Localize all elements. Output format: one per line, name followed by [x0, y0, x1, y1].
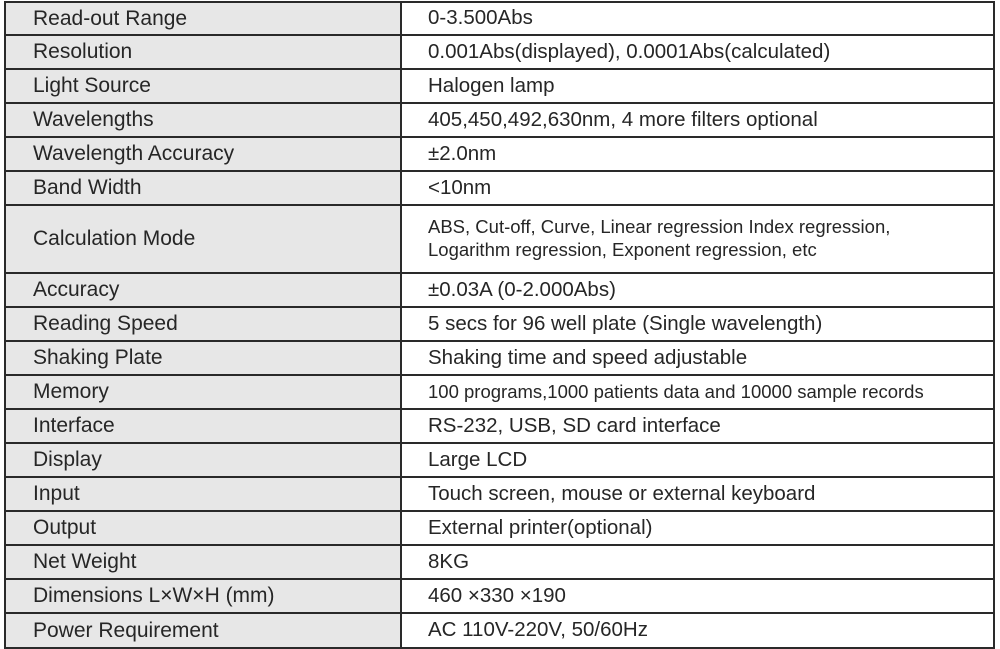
spec-value: ±2.0nm [401, 137, 994, 171]
spec-value: Halogen lamp [401, 69, 994, 103]
table-row [5, 171, 994, 205]
spec-value: Large LCD [401, 443, 994, 477]
table-row [5, 579, 994, 613]
table-row [5, 273, 994, 307]
table-row [5, 409, 994, 443]
spec-value: 0-3.500Abs [401, 2, 994, 35]
spec-value: ±0.03A (0-2.000Abs) [401, 273, 994, 307]
spec-value: 0.001Abs(displayed), 0.0001Abs(calculated) [401, 35, 994, 69]
table-row [5, 443, 994, 477]
spec-value: 100 programs,1000 patients data and 10000 sample records [401, 375, 994, 409]
spec-value: External printer(optional) [401, 511, 994, 545]
spec-label: Input [5, 477, 401, 511]
spec-value-line: Logarithm regression, Exponent regression, etc [428, 239, 817, 260]
specifications-table [4, 1, 995, 649]
spec-label: Net Weight [5, 545, 401, 579]
spec-label: Power Requirement [5, 613, 401, 648]
spec-value: 460 ×330 ×190 [401, 579, 994, 613]
spec-value: 5 secs for 96 well plate (Single wavelength) [401, 307, 994, 341]
spec-value: Touch screen, mouse or external keyboard [401, 477, 994, 511]
spec-value: 8KG [401, 545, 994, 579]
spec-value: <10nm [401, 171, 994, 205]
spec-value: 405,450,492,630nm, 4 more filters optional [401, 103, 994, 137]
spec-label: Accuracy [5, 273, 401, 307]
table-row [5, 375, 994, 409]
table-row [5, 545, 994, 579]
spec-label: Memory [5, 375, 401, 409]
spec-label: Read-out Range [5, 2, 401, 35]
table-row [5, 307, 994, 341]
table-row [5, 103, 994, 137]
spec-label: Output [5, 511, 401, 545]
spec-label: Band Width [5, 171, 401, 205]
table-row [5, 69, 994, 103]
spec-label: Display [5, 443, 401, 477]
table-row [5, 2, 994, 35]
spec-value-line: ABS, Cut-off, Curve, Linear regression Index regression, [428, 216, 891, 238]
spec-label: Light Source [5, 69, 401, 103]
spec-label: Calculation Mode [5, 205, 401, 273]
spec-label: Dimensions L×W×H (mm) [5, 579, 401, 613]
table-row [5, 511, 994, 545]
spec-label: Shaking Plate [5, 341, 401, 375]
spec-label: Resolution [5, 35, 401, 69]
spec-value: AC 110V-220V, 50/60Hz [401, 613, 994, 648]
table-row [5, 477, 994, 511]
table-row [5, 137, 994, 171]
spec-label: Reading Speed [5, 307, 401, 341]
table-row [5, 35, 994, 69]
spec-value: Shaking time and speed adjustable [401, 341, 994, 375]
spec-value [401, 205, 994, 273]
spec-label: Wavelengths [5, 103, 401, 137]
spec-label: Wavelength Accuracy [5, 137, 401, 171]
spec-label: Interface [5, 409, 401, 443]
table-row [5, 341, 994, 375]
table-row [5, 205, 994, 273]
spec-value: RS-232, USB, SD card interface [401, 409, 994, 443]
